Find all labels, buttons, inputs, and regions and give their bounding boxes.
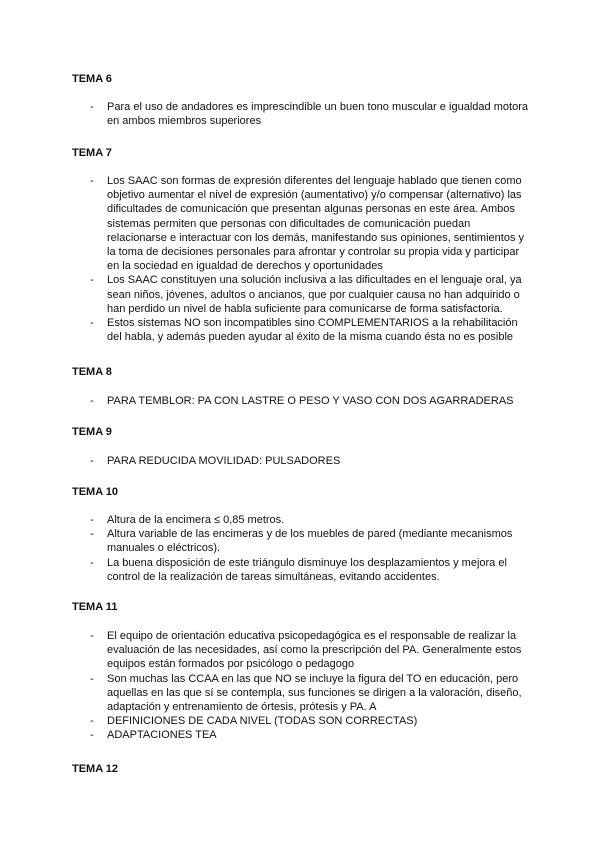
bullet-dash: -	[90, 455, 94, 467]
bullet-dash: -	[90, 528, 94, 541]
list-item: - Altura variable de las encimeras y de los muebles de pared (mediante mecanismos manuales o eléctricos).	[90, 528, 513, 555]
list-item: - PARA REDUCIDA MOVILIDAD: PULSADORES	[90, 455, 341, 467]
bullet-dash: -	[90, 317, 94, 330]
list-item: - Los SAAC son formas de expresión diferentes del lenguaje hablado que tienen como objetivo aumentar el nivel de expresión (aumentativo) y/o compensar (alternativo) las dificultades de comunicación que presentan algunas personas en este área. Ambos sistemas permiten que personas con dificultades de comunicación puedan relacionarse e interactuar con los demás, manifestando sus opiniones, sentimientos y la toma de decisiones personales para afrontar y controlar su propia vida y participar en la sociedad en igualdad de derechos y oportunidades	[90, 175, 525, 273]
list-item: - PARA TEMBLOR: PA CON LASTRE O PESO Y VASO CON DOS AGARRADERAS	[90, 395, 514, 407]
bullet-dash: -	[90, 729, 94, 742]
section-list-tema-11	[0, 629, 600, 743]
list-item: - Altura de la encimera ≤ 0,85 metros.	[90, 514, 285, 526]
bullet-dash: -	[90, 715, 94, 728]
bullet-dash: -	[90, 630, 94, 642]
list-item: - DEFINICIONES DE CADA NIVEL (TODAS SON CORRECTAS)	[90, 715, 418, 728]
list-item: - Son muchas las CCAA en las que NO se incluye la figura del TO en educación, pero aquellas en las que sí se contempla, sus funciones se dirigen a la valoración, diseño, adaptación y entrenamiento de órtesis, prótesis y PA. A	[90, 672, 522, 714]
section-heading-tema-11: TEMA 11	[72, 601, 118, 613]
section-heading-tema-8: TEMA 8	[72, 366, 112, 378]
section-heading-tema-12: TEMA 12	[72, 763, 119, 775]
section-list-tema-7	[0, 174, 600, 344]
list-item: - La buena disposición de este triángulo disminuye los desplazamientos y mejora el control de la realización de tareas simultáneas, evitando accidentes.	[90, 556, 507, 583]
section-heading-tema-7: TEMA 7	[72, 147, 112, 159]
list-item: - Estos sistemas NO son incompatibles sino COMPLEMENTARIOS a la rehabilitación del habla, y además pueden ayudar al éxito de la misma cuando ésta no es posible	[90, 317, 518, 344]
bullet-dash: -	[90, 514, 94, 526]
section-heading-tema-10: TEMA 10	[72, 486, 119, 498]
section-list-tema-6	[0, 100, 600, 128]
section-heading-tema-9: TEMA 9	[72, 426, 112, 438]
list-item: - Para el uso de andadores es imprescindible un buen tono muscular e igualdad motora en ambos miembros superiores	[90, 101, 528, 128]
bullet-dash: -	[90, 556, 94, 569]
list-item: - El equipo de orientación educativa psicopedagógica es el responsable de realizar la evaluación de las necesidades, así como la prescripción del PA. Generalmente estos equipos están formados por psicólogo o pedagogo	[90, 630, 522, 671]
bullet-dash: -	[90, 395, 94, 407]
section-heading-tema-6: TEMA 6	[72, 73, 112, 85]
list-item: - Los SAAC constituyen una solución inclusiva a las dificultades en el lenguaje oral, ya sean niños, jóvenes, adultos o ancianos, que por cualquier causa no han adquirido o han perdido un nivel de habla suficiente para comunicarse de forma satisfactoria.	[90, 274, 522, 315]
bullet-dash: -	[90, 175, 94, 187]
list-item: - ADAPTACIONES TEA	[90, 729, 217, 742]
bullet-dash: -	[90, 672, 94, 685]
section-list-tema-9	[0, 454, 600, 468]
bullet-dash: -	[90, 101, 94, 113]
bullet-dash: -	[90, 274, 94, 287]
section-list-tema-8	[0, 394, 600, 408]
section-list-tema-10	[0, 513, 600, 584]
